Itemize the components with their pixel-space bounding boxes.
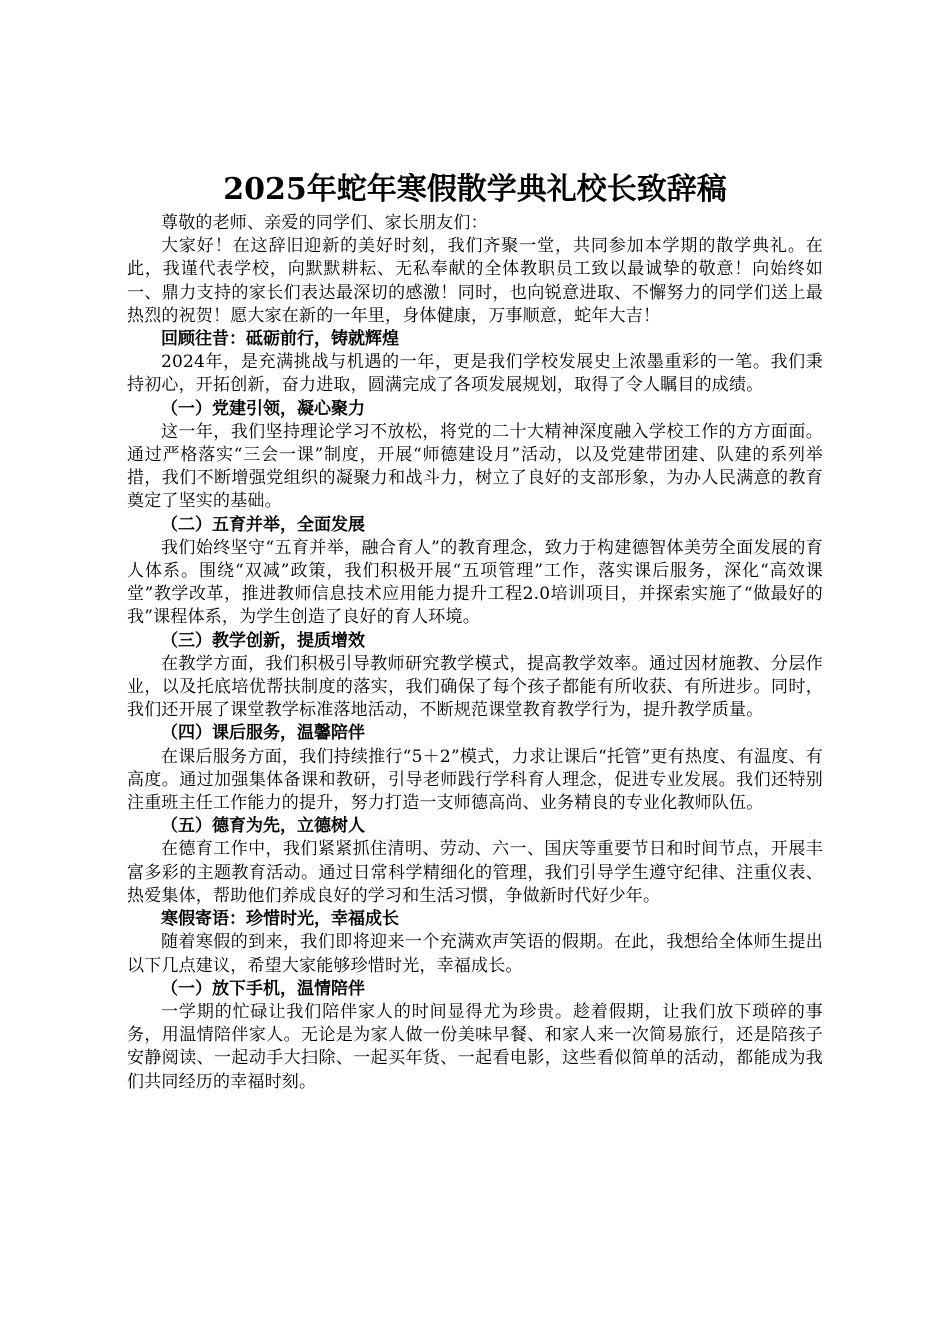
salutation: 尊敬的老师、亲爱的同学们、家长朋友们： xyxy=(161,213,488,233)
subsection-heading: （二）五育并举，全面发展 xyxy=(161,514,365,535)
section-heading-review: 回顾往昔：砥砺前行，铸就辉煌 xyxy=(161,329,399,350)
subsection-body: 在教学方面，我们积极引导教师研究教学模式，提高教学效率。通过因材施教、分层作业，以及托底培优帮扶制度的落实，我们确保了每个孩子都能有所收获、有所进步。同时，我们还开展了课堂教学标准落地活动，不断规范课堂教育教学行为，提升教学质量。 xyxy=(127,653,823,721)
subsection-body: 我们始终坚守“五育并举，融合育人”的教育理念，致力于构建德智体美劳全面发展的育人体系。围绕“双减”政策，我们积极开展“五项管理”工作，落实课后服务，深化“高效课堂”教学改革，推进教师信息技术应用能力提升工程2.0培训项目，并探索实施了“做最好的我”课程体系，为学生创造了良好的育人环境。 xyxy=(127,537,823,628)
section-body-review: 2024年，是充满挑战与机遇的一年，更是我们学校发展史上浓墨重彩的一笔。我们秉持初心，开拓创新，奋力进取，圆满完成了各项发展规划，取得了令人瞩目的成绩。 xyxy=(127,352,823,396)
subsection-heading: （五）德育为先，立德树人 xyxy=(161,816,365,837)
section-body-winter: 随着寒假的到来，我们即将迎来一个充满欢声笑语的假期。在此，我想给全体师生提出以下几点建议，希望大家能够珍惜时光，幸福成长。 xyxy=(127,932,823,976)
subsection-heading: （四）课后服务，温馨陪伴 xyxy=(161,723,365,744)
subsection-heading: （一）放下手机，温情陪伴 xyxy=(161,978,365,999)
intro-paragraph: 大家好！在这辞旧迎新的美好时刻，我们齐聚一堂，共同参加本学期的散学典礼。在此，我谨代表学校，向默默耕耘、无私奉献的全体教职员工致以最诚挚的敬意！向始终如一、鼎力支持的家长们表达最深切的感激！同时，也向锐意进取、不懈努力的同学们送上最热烈的祝贺！愿大家在新的一年里，身体健康，万事顺意，蛇年大吉！ xyxy=(127,236,823,326)
subsection-body: 在德育工作中，我们紧紧抓住清明、劳动、六一、国庆等重要节日和时间节点，开展丰富多彩的主题教育活动。通过日常科学精细化的管理，我们引导学生遵守纪律、注重仪表、热爱集体，帮助他们养成良好的学习和生活习惯，争做新时代好少年。 xyxy=(127,839,823,906)
subsection-body: 在课后服务方面，我们持续推行“5＋2”模式，力求让课后“托管”更有热度、有温度、有高度。通过加强集体备课和教研，引导老师践行学科育人理念，促进专业发展。我们还特别注重班主任工作能力的提升，努力打造一支师德高尚、业务精良的专业化教师队伍。 xyxy=(127,746,823,814)
subsection-heading: （一）党建引领，凝心聚力 xyxy=(161,398,365,419)
section-heading-winter: 寒假寄语：珍惜时光，幸福成长 xyxy=(161,909,399,930)
subsection-body: 这一年，我们坚持理论学习不放松，将党的二十大精神深度融入学校工作的方方面面。通过严格落实“三会一课”制度，开展“师德建设月”活动，以及党建带团建、队建的系列举措，我们不断增强党组织的凝聚力和战斗力，树立了良好的支部形象，为办人民满意的教育奠定了坚实的基础。 xyxy=(127,421,823,512)
document-page xyxy=(127,170,823,1094)
subsection-heading: （三）教学创新，提质增效 xyxy=(161,630,365,651)
document-title: 2025年蛇年寒假散学典礼校长致辞稿 xyxy=(223,172,727,207)
subsection-body: 一学期的忙碌让我们陪伴家人的时间显得尤为珍贵。趁着假期，让我们放下琐碎的事务，用温情陪伴家人。无论是为家人做一份美味早餐、和家人来一次简易旅行，还是陪孩子安静阅读、一起动手大扫除、一起买年货、一起看电影，这些看似简单的活动，都能成为我们共同经历的幸福时刻。 xyxy=(127,1001,823,1092)
